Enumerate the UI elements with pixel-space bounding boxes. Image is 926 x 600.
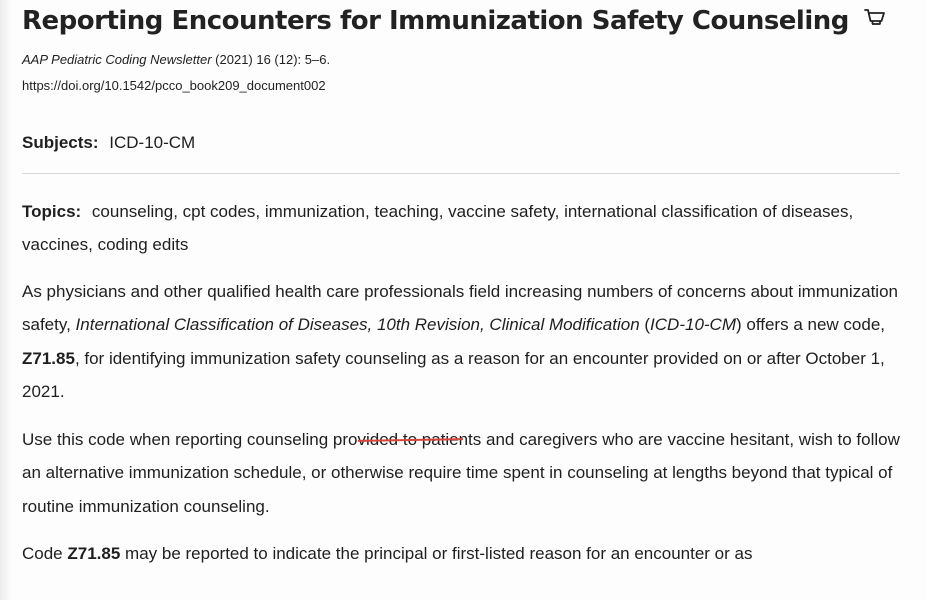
subjects-label: Subjects:: [22, 132, 99, 152]
article-title-text: Reporting Encounters for Immunization Safety Counseling: [22, 6, 849, 36]
body-paragraph-3: [22, 537, 900, 571]
window-edge-shadow: [0, 0, 12, 600]
p1-code: Z71.85: [22, 348, 75, 368]
p2-struck-text: provided to patients: [332, 429, 482, 449]
p3-text-b: may be reported to indicate the principal or first-listed reason for an encounter or as: [120, 544, 753, 563]
topics-value: counseling, cpt codes, immunization, teaching, vaccine safety, international classification of diseases, vaccines, coding edits: [22, 201, 854, 254]
body-paragraph-2: [22, 423, 900, 524]
p2-text-a: Use this code when reporting counseling: [22, 429, 333, 449]
citation-details: (2021) 16 (12): 5–6.: [211, 51, 331, 67]
p1-text-d: , for identifying immunization safety counseling as a reason for an encounter provided on or after October 1, 2021.: [22, 348, 885, 401]
citation-line: [22, 51, 900, 69]
subjects-value[interactable]: ICD-10-CM: [109, 132, 196, 152]
p1-text-b: (: [639, 315, 651, 334]
topics-row: [22, 195, 900, 261]
doi-link[interactable]: https://doi.org/10.1542/pcco_book209_document002: [22, 77, 326, 93]
p1-text-c: ) offers a new code,: [736, 315, 885, 334]
p1-text-a: As physicians and other qualified health care professionals field increasing numbers of concerns about immunization safety,: [22, 281, 898, 334]
section-divider: [22, 173, 900, 174]
body-paragraph-1: [22, 275, 900, 409]
subjects-row: [22, 132, 900, 154]
article-title: [22, 0, 900, 41]
p3-code: Z71.85: [67, 544, 121, 563]
shopping-cart-icon[interactable]: [863, 3, 887, 41]
p2-text-b: and caregivers who are vaccine hesitant, wish to follow an alternative immunization schedule, or otherwise require time spent in counseling at lengths beyond that typical of routine immunization counseling.: [22, 429, 900, 516]
p3-text-a: Code: [22, 544, 68, 563]
topics-label: Topics:: [22, 201, 82, 221]
p1-italic-title: International Classification of Diseases, 10th Revision, Clinical Modification: [75, 315, 640, 334]
journal-name[interactable]: AAP Pediatric Coding Newsletter: [22, 51, 212, 67]
p2-annotated-phrase: [333, 430, 481, 449]
p1-italic-abbrev: ICD-10-CM: [650, 315, 736, 334]
